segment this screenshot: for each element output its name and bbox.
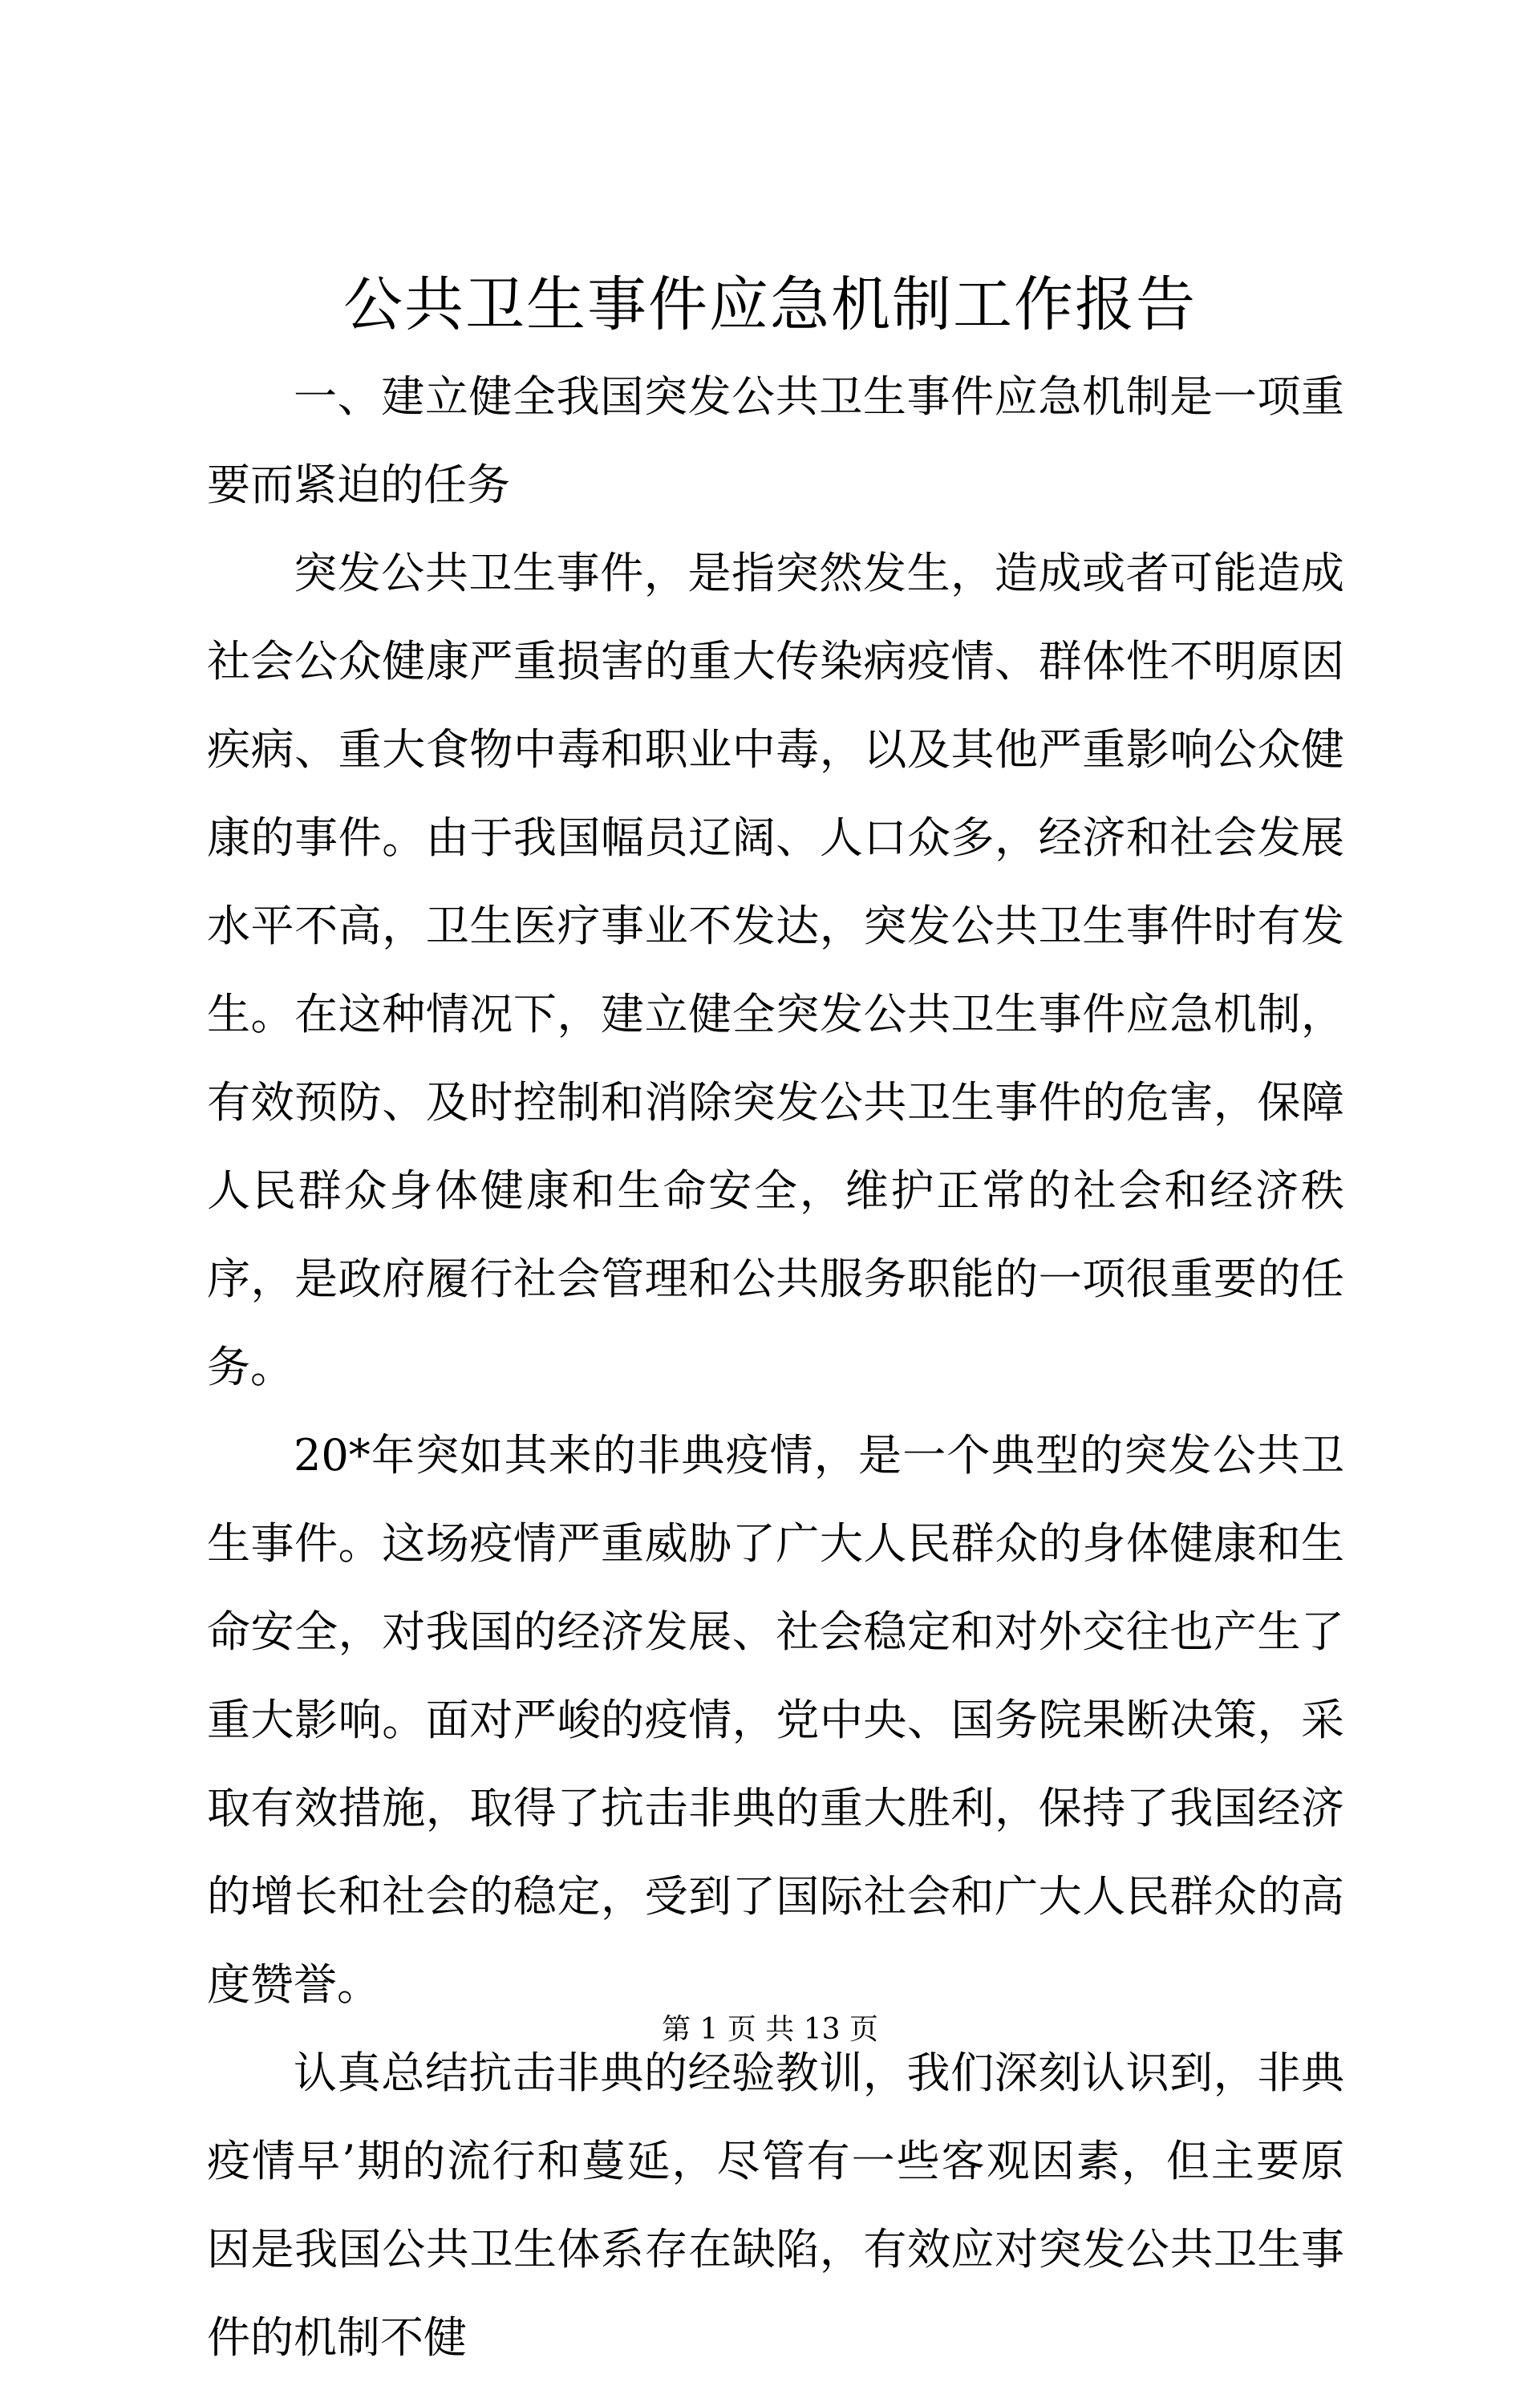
document-title: 公共卫生事件应急机制工作报告 xyxy=(343,270,1197,339)
paragraph: 认真总结抗击非典的经验教训，我们深刻认识到，非典疫情早’期的流行和蔓延，尽管有一些客观因素，但主要原因是我国公共卫生体系存在缺陷，有效应对突发公共卫生事件的机制不健 xyxy=(207,2048,1344,2363)
paragraph: 突发公共卫生事件，是指突然发生，造成或者可能造成社会公众健康严重损害的重大传染病疫情、群体性不明原因疾病、重大食物中毒和职业中毒，以及其他严重影响公众健康的事件。由于我国幅员辽阔、人口众多，经济和社会发展水平不高，卫生医疗事业不发达，突发公共卫生事件时有发生。在这种情况下，建立健全突发公共卫生事件应急机制，有效预防、及时控制和消除突发公共卫生事件的危害，保障人民群众身体健康和生命安全，维护正常的社会和经济秩序，是政府履行社会管理和公共服务职能的一项很重要的任务。 xyxy=(207,548,1344,1392)
section-heading: 一、建立健全我国突发公共卫生事件应急机制是一项重要而紧迫的任务 xyxy=(207,371,1344,510)
page-number-footer: 第 1 页 共 13 页 xyxy=(662,2013,878,2046)
document-body xyxy=(207,353,1344,2382)
paragraph: 20*年突如其来的非典疫情，是一个典型的突发公共卫生事件。这场疫情严重威胁了广大人民群众的身体健康和生命安全，对我国的经济发展、社会稳定和对外交往也产生了重大影响。面对严峻的疫情，党中央、国务院果断决策，采取有效措施，取得了抗击非典的重大胜利，保持了我国经济的增长和社会的稳定，受到了国际社会和广大人民群众的高度赞誉。 xyxy=(207,1430,1344,2010)
